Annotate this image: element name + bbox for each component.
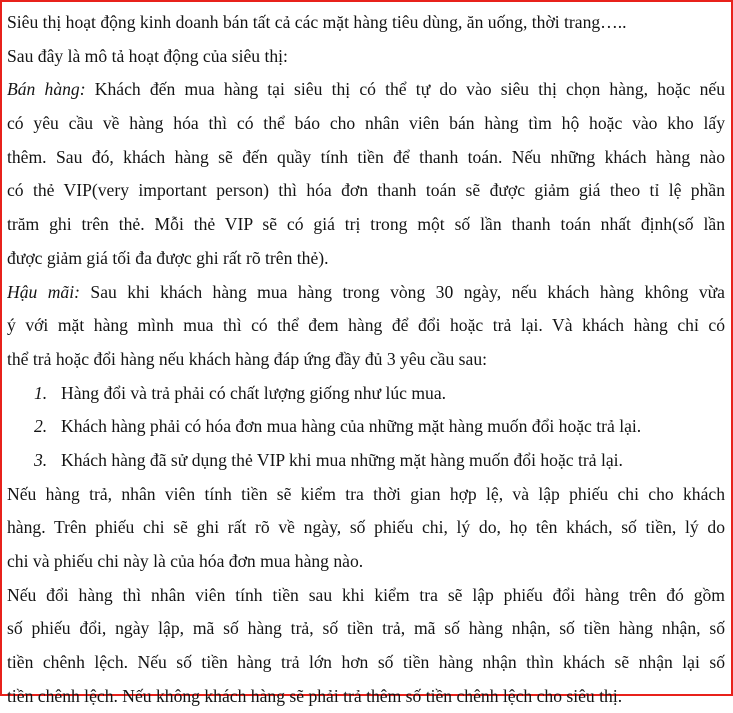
returns-paragraph-line: chi và phiếu chi này là của hóa đơn mua hàng nào. xyxy=(7,551,364,571)
requirement-item xyxy=(7,410,725,444)
requirement-item xyxy=(7,444,725,478)
sales-paragraph-line: trăm ghi trên thẻ. Mỗi thẻ VIP sẽ có giá trị trong một số lần thanh toán nhất định(số lần xyxy=(7,214,725,235)
aftersales-heading: Hậu mãi: xyxy=(7,281,80,302)
document-body xyxy=(7,6,725,713)
exchange-paragraph-line: tiền chênh lệch. Nếu số tiền hàng trả lớn hơn số tiền hàng nhận thìn khách sẽ nhận lại số xyxy=(7,652,725,673)
sales-paragraph-line: có yêu cầu về hàng hóa thì có thể báo cho nhân viên bán hàng tìm hộ hoặc vào kho lấy xyxy=(7,113,725,134)
exchange-paragraph-line: tiền chênh lệch. Nếu không khách hàng sẽ phải trả thêm số tiền chênh lệch cho siêu thị. xyxy=(7,685,623,706)
aftersales-paragraph-line: Hậu mãi: Sau khi khách hàng mua hàng trong vòng 30 ngày, nếu khách hàng không vừa xyxy=(7,281,725,302)
requirement-number: 2. xyxy=(34,416,48,437)
exchange-paragraph-line: Nếu đổi hàng thì nhân viên tính tiền sau khi kiểm tra sẽ lập phiếu đổi hàng trên đó gồm xyxy=(7,584,725,605)
intro-line: Siêu thị hoạt động kinh doanh bán tất cả các mặt hàng tiêu dùng, ăn uống, thời trang….. xyxy=(7,12,627,32)
requirement-number: 1. xyxy=(34,382,48,403)
requirement-text: Hàng đổi và trả phải có chất lượng giống như lúc mua. xyxy=(61,382,447,403)
requirement-text: Khách hàng đã sử dụng thẻ VIP khi mua những mặt hàng muốn đổi hoặc trả lại. xyxy=(61,449,623,470)
intro-line: Sau đây là mô tả hoạt động của siêu thị: xyxy=(7,45,288,66)
exchange-paragraph-line: số phiếu đổi, ngày lập, mã số hàng trả, số tiền trả, mã số hàng nhận, số tiền hàng nhận, số xyxy=(7,618,725,639)
sales-heading: Bán hàng: xyxy=(7,79,86,100)
requirement-number: 3. xyxy=(34,449,48,470)
sales-paragraph-line: thêm. Sau đó, khách hàng sẽ đến quầy tính tiền để thanh toán. Nếu những khách hàng nào xyxy=(7,146,725,167)
sales-paragraph-line: có thẻ VIP(very important person) thì hóa đơn thanh toán sẽ được giảm giá theo tỉ lệ phần xyxy=(7,180,725,201)
sales-paragraph-line: được giảm giá tối đa được ghi rất rõ trên thẻ). xyxy=(7,247,329,268)
aftersales-paragraph-line: thể trả hoặc đổi hàng nếu khách hàng đáp ứng đầy đủ 3 yêu cầu sau: xyxy=(7,348,488,369)
requirement-text: Khách hàng phải có hóa đơn mua hàng của những mặt hàng muốn đổi hoặc trả lại. xyxy=(61,416,642,437)
aftersales-paragraph-line: ý với mặt hàng mình mua thì có thể đem hàng để đổi hoặc trả lại. Và khách hàng chỉ có xyxy=(7,315,725,336)
sales-paragraph-line: Bán hàng: Khách đến mua hàng tại siêu thị có thể tự do vào siêu thị chọn hàng, hoặc nếu xyxy=(7,79,725,100)
returns-paragraph-line: hàng. Trên phiếu chi sẽ ghi rất rõ về ngày, số phiếu chi, lý do, họ tên khách, số tiền, lý do xyxy=(7,517,725,538)
requirement-item xyxy=(7,377,725,411)
returns-paragraph-line: Nếu hàng trả, nhân viên tính tiền sẽ kiểm tra thời gian hợp lệ, và lập phiếu chi cho khách xyxy=(7,483,725,504)
